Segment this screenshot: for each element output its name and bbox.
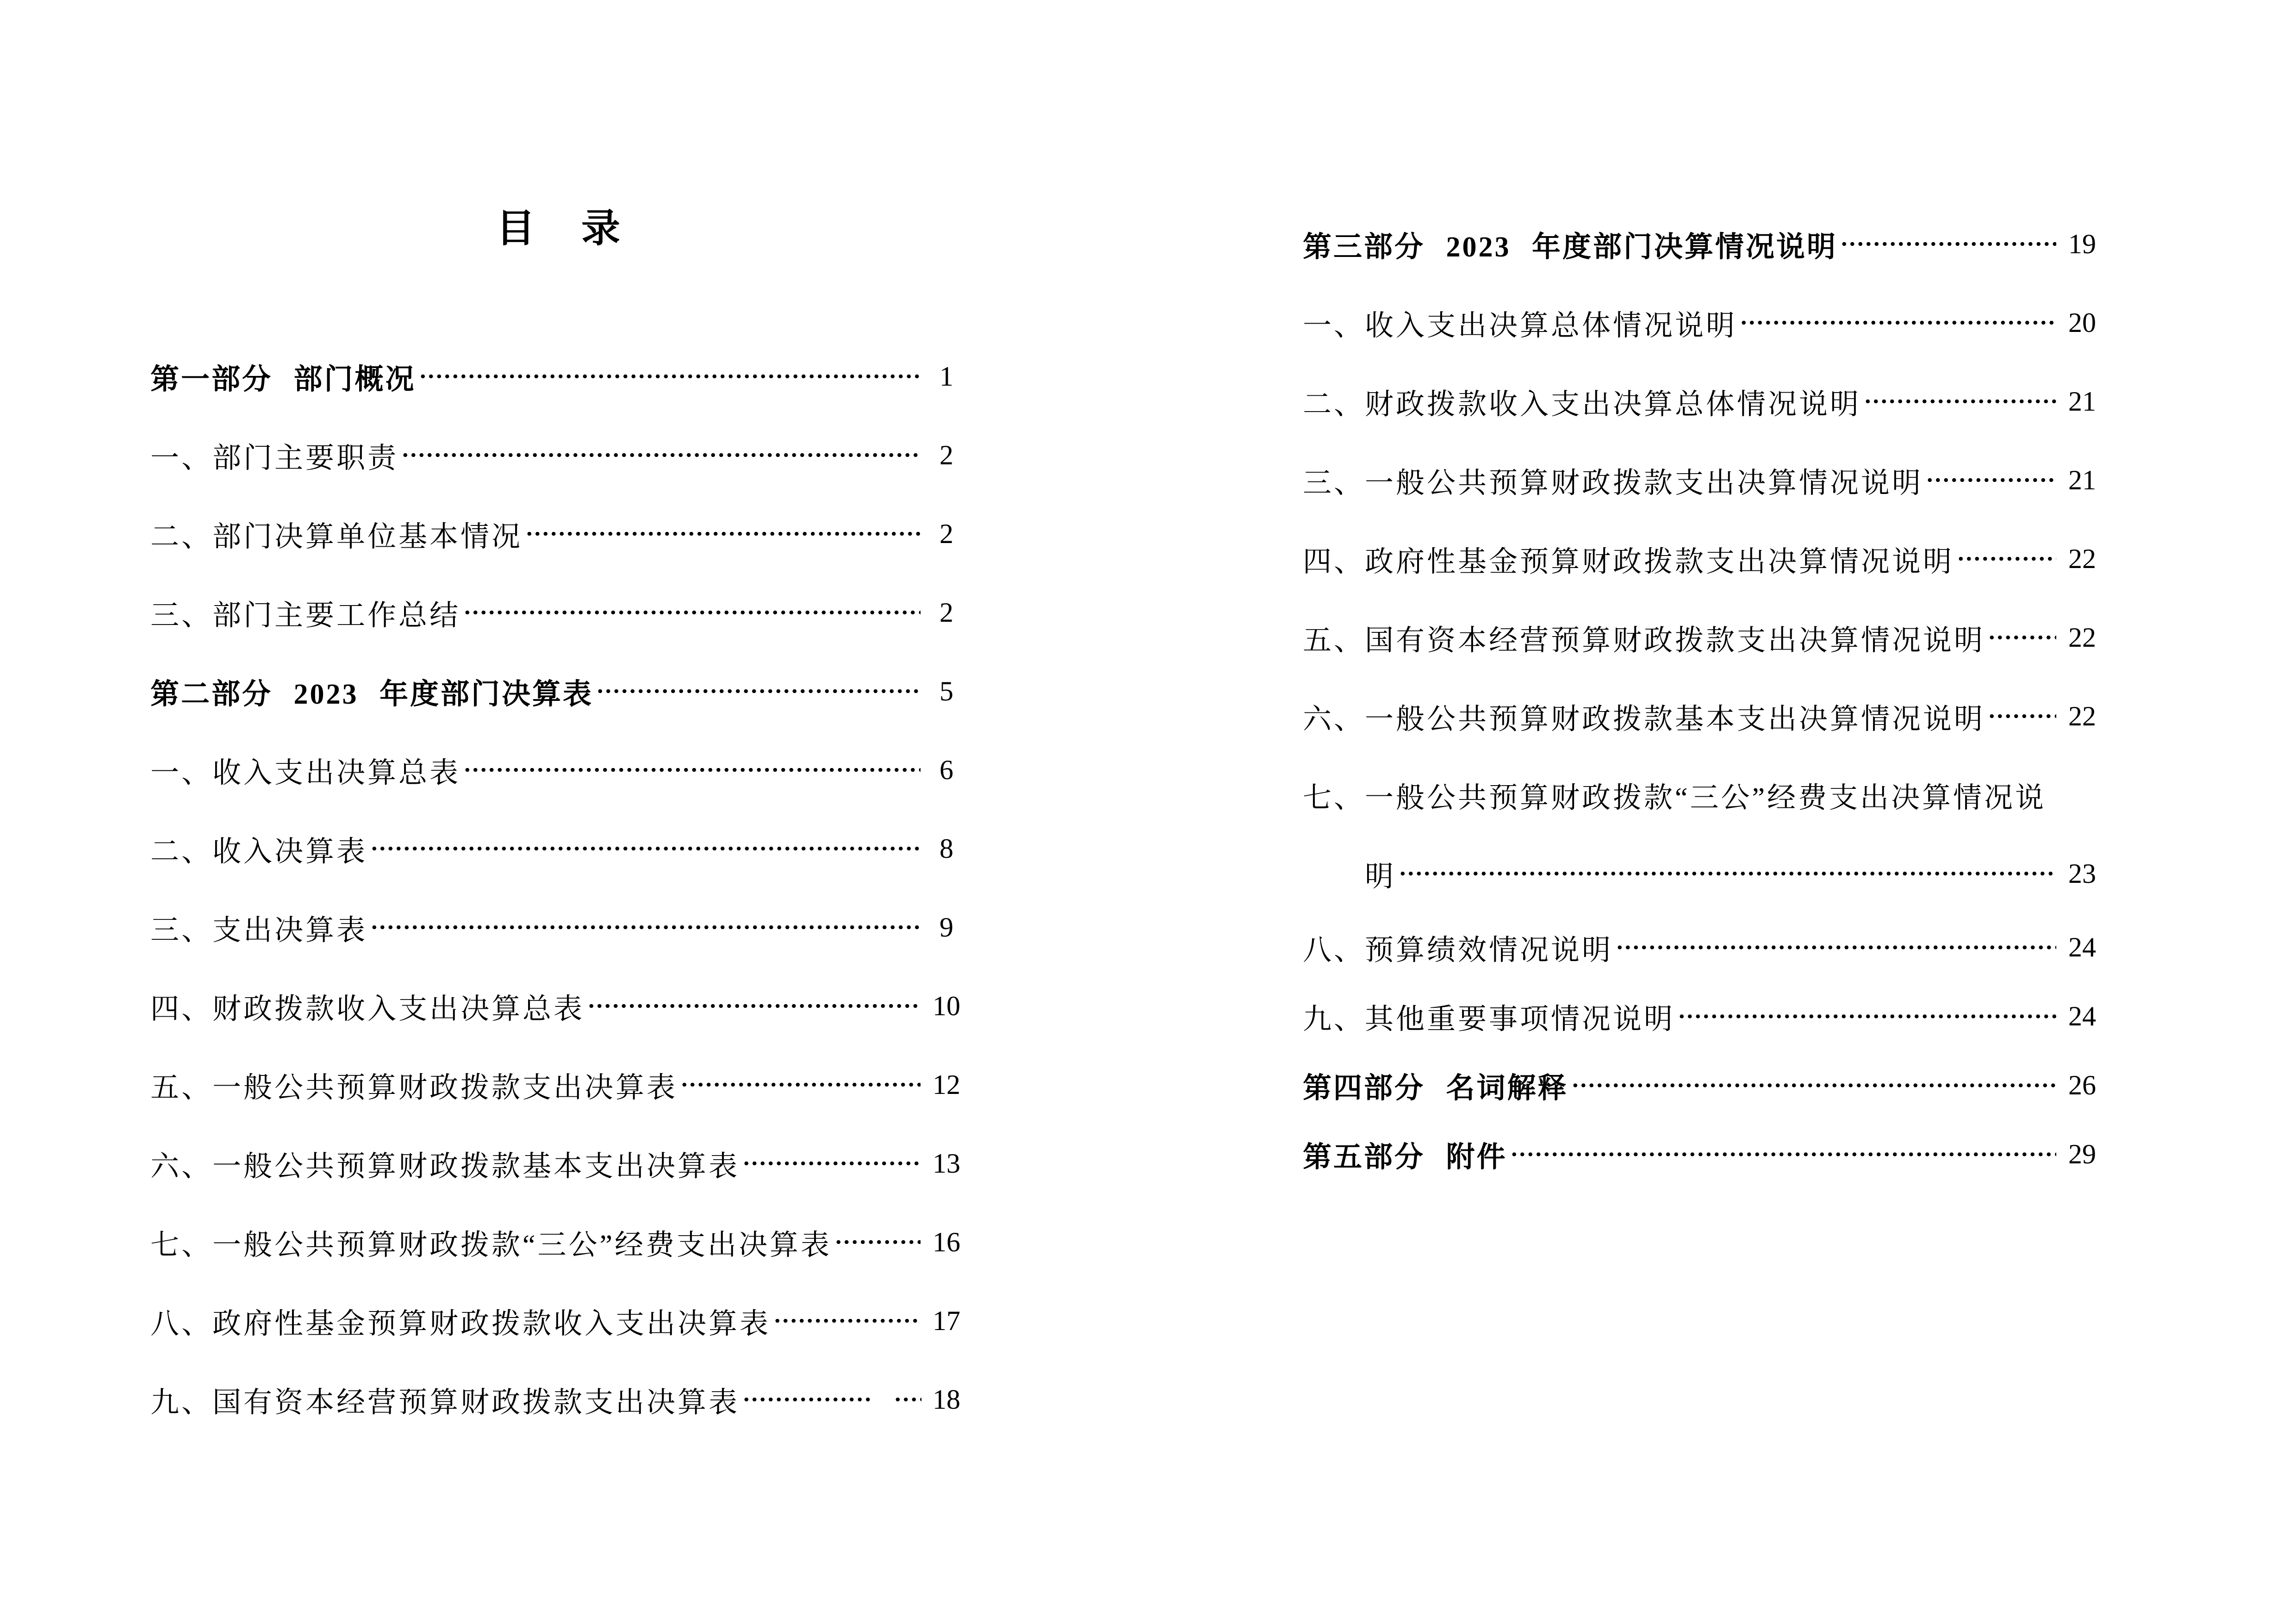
toc-entry-page-number: 2 (940, 518, 953, 549)
toc-entry-label: 六、一般公共预算财政拨款基本支出决算情况说明 (1303, 703, 1985, 735)
toc-entry-page-number: 10 (933, 990, 960, 1021)
toc-entry-label: 一、收入支出决算总表 (150, 757, 461, 789)
toc-entry-page-number: 21 (2068, 464, 2096, 495)
toc-entry-label: 二、财政拨款收入支出决算总体情况说明 (1303, 388, 1861, 420)
toc-entry (1303, 834, 2104, 913)
toc-entry-label: 三、一般公共预算财政拨款支出决算情况说明 (1303, 467, 1923, 499)
dot-leader (1957, 519, 2056, 598)
toc-entry-page-number: 22 (2068, 543, 2096, 574)
toc-entry-label: 八、预算绩效情况说明 (1303, 935, 1613, 966)
toc-entry-page-number: 13 (933, 1148, 960, 1179)
dot-leader (525, 494, 921, 573)
toc-entry-page-number: 24 (2068, 932, 2096, 962)
toc-entry-label: 第四部分 名词解释 (1303, 1073, 1568, 1104)
dot-leader (370, 888, 921, 967)
toc-entry (150, 967, 969, 1045)
dot-leader (742, 1360, 871, 1439)
toc-entry-label: 三、支出决算表 (150, 914, 368, 946)
toc-entry-label: 第二部分 2023 年度部门决算表 (150, 678, 594, 710)
toc-entry-page-number: 2 (940, 597, 953, 628)
dot-leader (596, 652, 921, 731)
toc-entry-label: 一、收入支出决算总体情况说明 (1303, 310, 1737, 342)
toc-entry-page-number: 1 (940, 361, 953, 392)
toc-entry-label: 二、收入决算表 (150, 836, 368, 868)
toc-entry-label: 第三部分 2023 年度部门决算情况说明 (1303, 231, 1838, 263)
toc-entry-label: 三、部门主要工作总结 (150, 600, 461, 631)
toc-entry (150, 337, 969, 416)
dot-leader (1988, 598, 2056, 677)
toc-entry-label: 四、财政拨款收入支出决算总表 (150, 993, 585, 1025)
toc-entry-page-number: 5 (940, 675, 953, 706)
toc-entry (150, 1360, 969, 1439)
toc-entry-page-number: 18 (933, 1384, 960, 1415)
toc-entry (1303, 1051, 2104, 1120)
dot-leader (1678, 982, 2056, 1051)
toc-entry-label: 七、一般公共预算财政拨款“三公”经费支出决算表 (150, 1229, 832, 1261)
toc-entry (1303, 283, 2104, 362)
toc-entry-page-number: 29 (2068, 1139, 2096, 1169)
toc-entry-label: 九、其他重要事项情况说明 (1303, 1004, 1675, 1035)
toc-entry (150, 1124, 969, 1203)
toc-entry-label: 明 (1365, 861, 1396, 893)
dot-leader (1510, 1120, 2056, 1189)
dot-leader-tail (894, 1360, 921, 1439)
toc-entry-page-number: 16 (933, 1226, 960, 1257)
dot-leader (463, 573, 921, 652)
toc-entry-page-number: 8 (940, 833, 953, 864)
dot-leader (370, 809, 921, 888)
toc-entry-page-number: 9 (940, 912, 953, 943)
toc-entry-page-number: 17 (933, 1305, 960, 1336)
toc-entry-label: 二、部门决算单位基本情况 (150, 521, 523, 553)
dot-leader (834, 1203, 921, 1281)
dot-leader (1740, 283, 2056, 362)
toc-entry-label: 五、国有资本经营预算财政拨款支出决算情况说明 (1303, 625, 1985, 656)
dot-leader (1616, 913, 2056, 982)
toc-entry-label: 四、政府性基金预算财政拨款支出决算情况说明 (1303, 546, 1954, 578)
toc-entry (150, 652, 969, 731)
toc-entry (1303, 756, 2104, 834)
dot-leader (419, 337, 921, 416)
toc-entry-label: 九、国有资本经营预算财政拨款支出决算表 (150, 1387, 740, 1418)
toc-entry (150, 809, 969, 888)
dot-leader (2049, 756, 2056, 834)
dot-leader (742, 1124, 921, 1203)
toc-entry (150, 416, 969, 494)
toc-entry-label: 六、一般公共预算财政拨款基本支出决算表 (150, 1150, 740, 1182)
toc-entry (1303, 519, 2104, 598)
toc-entry (1303, 362, 2104, 441)
dot-leader (1840, 205, 2056, 283)
toc-entry (150, 888, 969, 967)
dot-leader (401, 416, 921, 494)
toc-entry-label: 八、政府性基金预算财政拨款收入支出决算表 (150, 1308, 771, 1340)
toc-entry (1303, 205, 2104, 283)
toc-entry (150, 1203, 969, 1281)
dot-leader (587, 967, 921, 1045)
dot-leader (1864, 362, 2056, 441)
toc-entry-label: 五、一般公共预算财政拨款支出决算表 (150, 1072, 678, 1104)
toc-entry-page-number: 19 (2068, 228, 2096, 259)
toc-entry-page-number: 2 (940, 439, 953, 470)
toc-entry (1303, 677, 2104, 756)
toc-entry-page-number: 22 (2068, 622, 2096, 653)
toc-column-left (150, 337, 969, 1439)
toc-entry-page-number: 6 (940, 754, 953, 785)
toc-column-right (1303, 205, 2104, 1189)
dot-leader (1988, 677, 2056, 756)
page-title: 目 录 (496, 206, 624, 250)
toc-entry (1303, 598, 2104, 677)
toc-entry (150, 494, 969, 573)
toc-entry (1303, 982, 2104, 1051)
dot-leader (1399, 834, 2056, 913)
dot-leader (773, 1281, 921, 1360)
toc-entry (150, 1045, 969, 1124)
toc-entry-page-number: 12 (933, 1069, 960, 1100)
toc-entry-page-number: 26 (2068, 1070, 2096, 1100)
toc-entry-page-number: 21 (2068, 386, 2096, 417)
toc-entry-label: 一、部门主要职责 (150, 442, 399, 474)
dot-leader (1926, 441, 2056, 519)
toc-entry-label: 七、一般公共预算财政拨款“三公”经费支出决算情况说 (1303, 782, 2047, 814)
dot-leader (680, 1045, 921, 1124)
toc-entry-label: 第一部分 部门概况 (150, 363, 416, 395)
toc-entry (1303, 441, 2104, 519)
dot-leader (463, 731, 921, 809)
toc-entry-page-number: 23 (2068, 858, 2096, 889)
toc-entry-page-number: 24 (2068, 1001, 2096, 1031)
toc-entry (150, 1281, 969, 1360)
toc-entry (150, 573, 969, 652)
toc-entry-page-number: 22 (2068, 700, 2096, 731)
toc-entry (150, 731, 969, 809)
dot-leader (1571, 1051, 2056, 1120)
toc-entry (1303, 913, 2104, 982)
toc-entry (1303, 1120, 2104, 1189)
toc-entry-page-number: 20 (2068, 307, 2096, 338)
toc-entry-label: 第五部分 附件 (1303, 1142, 1507, 1173)
